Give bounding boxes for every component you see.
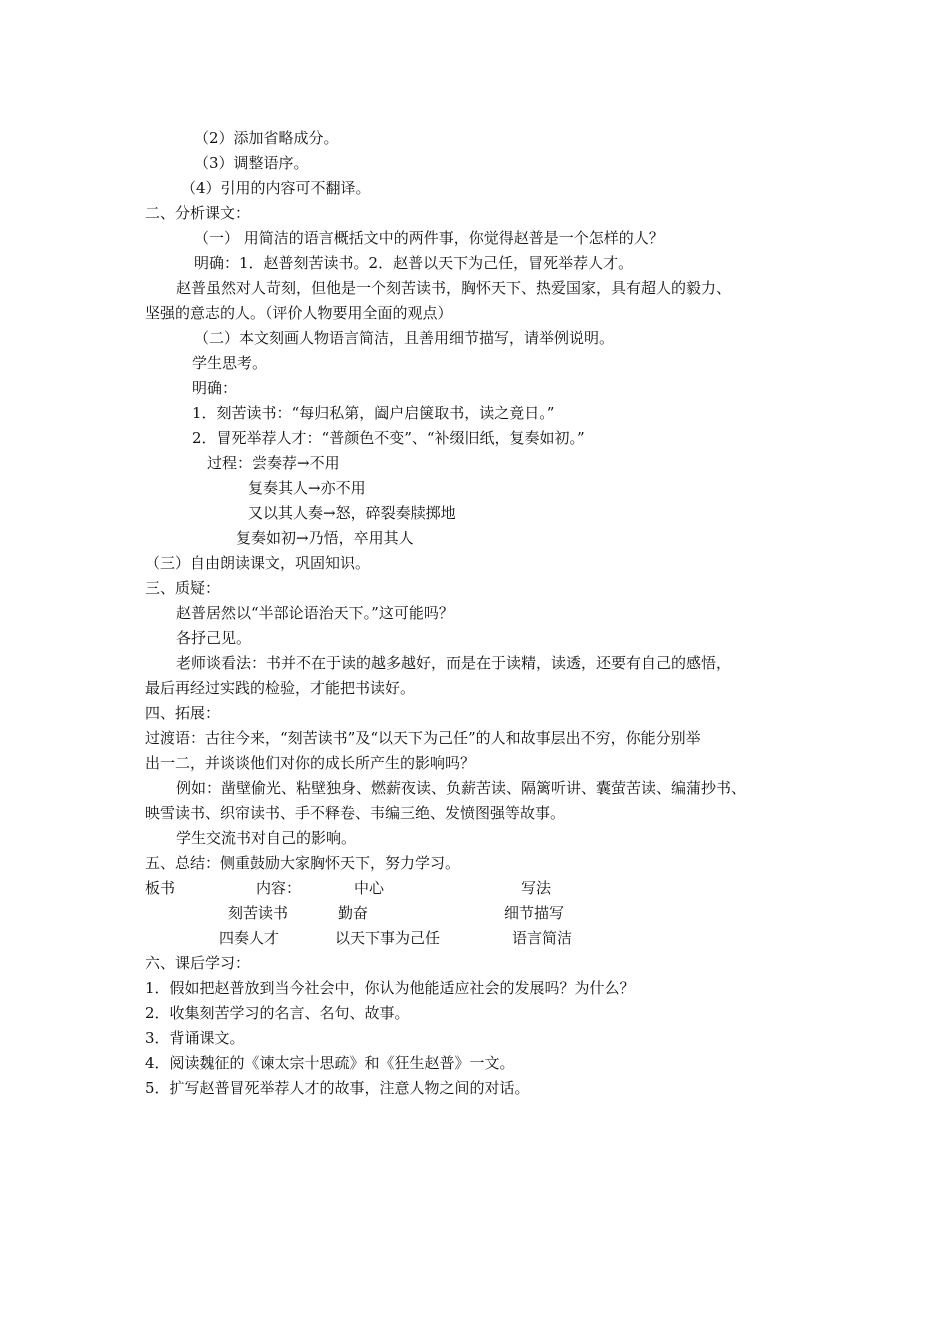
section-heading: 四、拓展： <box>145 704 221 722</box>
text-line: 学生思考。 <box>192 354 268 372</box>
section-heading: 三、质疑： <box>145 579 221 597</box>
text-line: 例如：凿壁偷光、粘壁独身、燃薪夜读、负薪苦读、隔篱听讲、囊萤苦读、编蒲抄书、 <box>176 779 747 797</box>
text-line: 明确： <box>192 379 238 397</box>
text-line: 最后再经过实践的检验，才能把书读好。 <box>145 679 416 697</box>
text-line: （二）本文刻画人物语言简洁，且善用细节描写，请举例说明。 <box>194 329 615 347</box>
text-line: 各抒己见。 <box>176 629 252 647</box>
text-line: 赵普虽然对人苛刻，但他是一个刻苦读书，胸怀天下、热爱国家，具有超人的毅力、 <box>176 279 732 297</box>
section-heading: 五、总结：侧重鼓励大家胸怀天下，努力学习。 <box>145 854 461 872</box>
text-line: 学生交流书对自己的影响。 <box>176 829 357 847</box>
text-line: 过程：尝奏荐→不用 <box>207 454 340 472</box>
board-cell-method: 语言简洁 <box>512 929 573 947</box>
text-line: 复奏如初→乃悟，卒用其人 <box>236 529 414 547</box>
board-label: 板书 <box>145 879 176 897</box>
section-heading: 二、分析课文： <box>145 204 251 222</box>
text-line: （3）调整语序。 <box>194 154 309 172</box>
board-cell-content: 四奏人才 <box>219 929 280 947</box>
section-heading: 六、课后学习： <box>145 954 251 972</box>
board-method-header: 写法 <box>521 879 552 897</box>
text-line: 2．收集刻苦学习的名言、名句、故事。 <box>145 1004 410 1022</box>
board-cell-content: 刻苦读书 <box>228 904 289 922</box>
text-line: 过渡语：古往今来，“刻苦读书”及“以天下为己任”的人和故事层出不穷，你能分别举 <box>145 729 701 747</box>
board-cell-center: 以天下事为己任 <box>335 929 441 947</box>
text-line: 复奏其人→亦不用 <box>248 479 366 497</box>
text-line: 映雪读书、织帘读书、手不释卷、韦编三绝、发愤图强等故事。 <box>145 804 566 822</box>
text-line: （三）自由朗读课文，巩固知识。 <box>145 554 371 572</box>
board-cell-method: 细节描写 <box>504 904 565 922</box>
board-cell-center: 勤奋 <box>338 904 369 922</box>
text-line: 4．阅读魏征的《谏太宗十思疏》和《狂生赵普》一文。 <box>145 1054 515 1072</box>
text-line: （2）添加省略成分。 <box>194 129 339 147</box>
text-line: 1．刻苦读书：“每归私第，阖户启箧取书，读之竟日。” <box>192 404 555 422</box>
text-line: 3．背诵课文。 <box>145 1029 245 1047</box>
text-line: 明确：1．赵普刻苦读书。2．赵普以天下为己任，冒死举荐人才。 <box>194 254 634 272</box>
board-center-header: 中心 <box>354 879 385 897</box>
text-line: 1．假如把赵普放到当今社会中，你认为他能适应社会的发展吗？为什么？ <box>145 979 635 997</box>
text-line: 坚强的意志的人。（评价人物要用全面的观点） <box>145 304 453 322</box>
text-line: （4）引用的内容可不翻译。 <box>181 179 371 197</box>
text-line: 2．冒死举荐人才：“普颜色不变”、“补缀旧纸，复奏如初。” <box>192 429 585 447</box>
text-line: 5．扩写赵普冒死举荐人才的故事，注意人物之间的对话。 <box>145 1079 530 1097</box>
text-line: 出一二，并谈谈他们对你的成长所产生的影响吗？ <box>145 754 476 772</box>
board-content-header: 内容： <box>256 879 302 897</box>
text-line: 赵普居然以“半部论语治天下。”这可能吗？ <box>176 604 454 622</box>
text-line: 老师谈看法：书并不在于读的越多越好，而是在于读精，读透，还要有自己的感悟， <box>176 654 732 672</box>
text-line: 又以其人奏→怒，碎裂奏牍掷地 <box>248 504 456 522</box>
text-line: （一） 用简洁的语言概括文中的两件事，你觉得赵普是一个怎样的人？ <box>194 229 664 247</box>
